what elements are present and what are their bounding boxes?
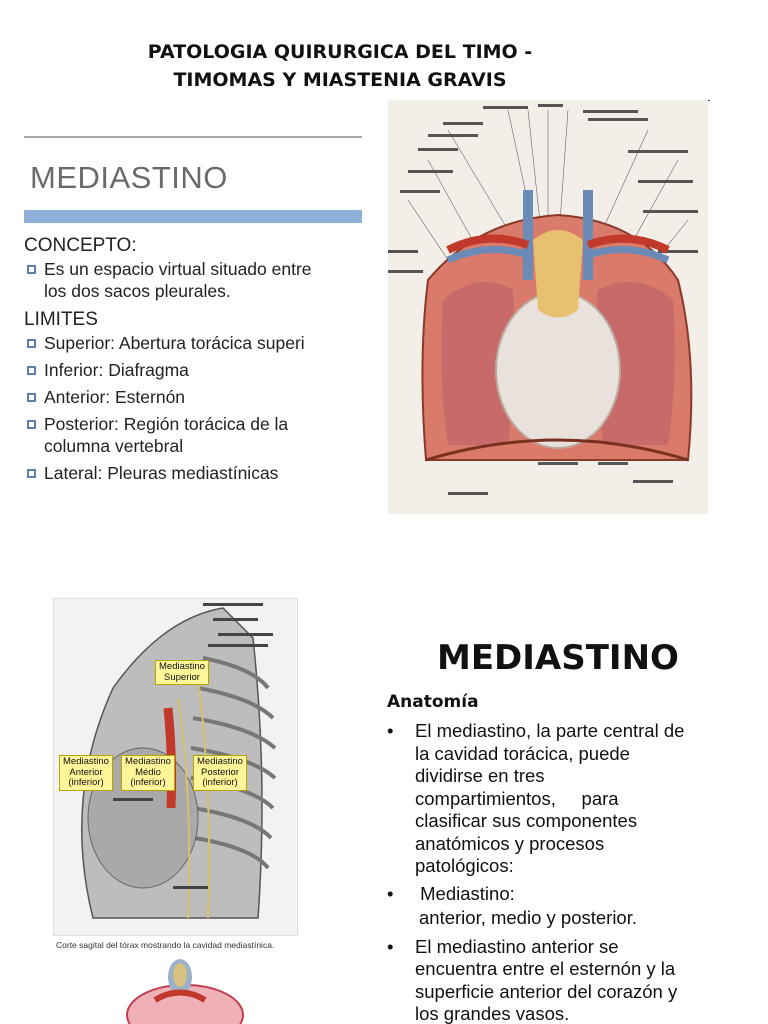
- round-bullet-icon: •: [387, 935, 394, 957]
- square-bullet-icon: [27, 339, 36, 348]
- label-mediastino-posterior: Mediastino Posterior (inferior): [193, 755, 247, 791]
- square-bullet-icon: [27, 366, 36, 375]
- limit-posterior-cont: columna vertebral: [44, 436, 184, 456]
- list-item: • Mediastino:: [387, 882, 515, 904]
- list-item: • El mediastino anterior se encuentra entre el esternón y la superficie anterior del corazón y los grandes vasos.: [387, 935, 678, 1024]
- limit-superior: Superior: Abertura torácica superi: [44, 333, 305, 353]
- title-line-1: PATOLOGIA QUIRURGICA DEL TIMO -: [147, 41, 533, 63]
- concept-item: [24, 258, 364, 302]
- list-item-continuation: anterior, medio y posterior.: [419, 907, 637, 928]
- label-mediastino-anterior: Mediastino Anterior (inferior): [59, 755, 113, 791]
- slide2-bullet-list: [387, 720, 737, 1024]
- square-bullet-icon: [27, 469, 36, 478]
- slide1-top-rule: [24, 136, 362, 138]
- title-line-2: TIMOMAS Y MIASTENIA GRAVIS: [173, 69, 507, 91]
- square-bullet-icon: [27, 265, 36, 274]
- limit-item: [24, 413, 364, 457]
- list-item: • El mediastino, la parte central de la cavidad torácica, puede dividirse en tres compartimientos, para clasificar sus componentes anatómicos y procesos patológicos:: [387, 720, 685, 876]
- document-title: [0, 38, 680, 94]
- limit-lateral: Lateral: Pleuras mediastínicas: [44, 463, 279, 483]
- round-bullet-icon: •: [387, 720, 394, 741]
- limits-heading: LIMITES: [24, 309, 98, 330]
- slide2-subheading: Anatomía: [387, 692, 479, 712]
- limit-anterior: Anterior: Esternón: [44, 387, 186, 407]
- limit-inferior: Inferior: Diafragma: [44, 360, 189, 380]
- limit-item: [24, 462, 364, 484]
- square-bullet-icon: [27, 420, 36, 429]
- thymus-thumbnail-illustration: [120, 955, 250, 1024]
- square-bullet-icon: [27, 393, 36, 402]
- slide1-text-block: [24, 233, 364, 489]
- concept-line-2: los dos sacos pleurales.: [44, 281, 231, 301]
- label-mediastino-medio: Mediastino Médio (inferior): [121, 755, 175, 791]
- limit-item: [24, 386, 364, 408]
- limit-posterior: Posterior: Región torácica de la: [44, 414, 289, 434]
- thorax-anatomy-illustration: [388, 100, 708, 514]
- limit-item: [24, 359, 364, 381]
- concept-line-1: Es un espacio virtual situado entre: [44, 259, 312, 279]
- concept-heading: CONCEPTO:: [24, 235, 137, 256]
- round-bullet-icon: •: [387, 882, 394, 904]
- label-mediastino-superior: Mediastino Superior: [155, 660, 209, 685]
- limit-item: [24, 332, 364, 354]
- slide1-accent-bar: [24, 210, 362, 223]
- slide1-heading: MEDIASTINO: [30, 160, 228, 195]
- slide2-heading: MEDIASTINO: [437, 638, 679, 678]
- image-caption: Corte sagital del tórax mostrando la cavidad mediastínica.: [56, 940, 275, 950]
